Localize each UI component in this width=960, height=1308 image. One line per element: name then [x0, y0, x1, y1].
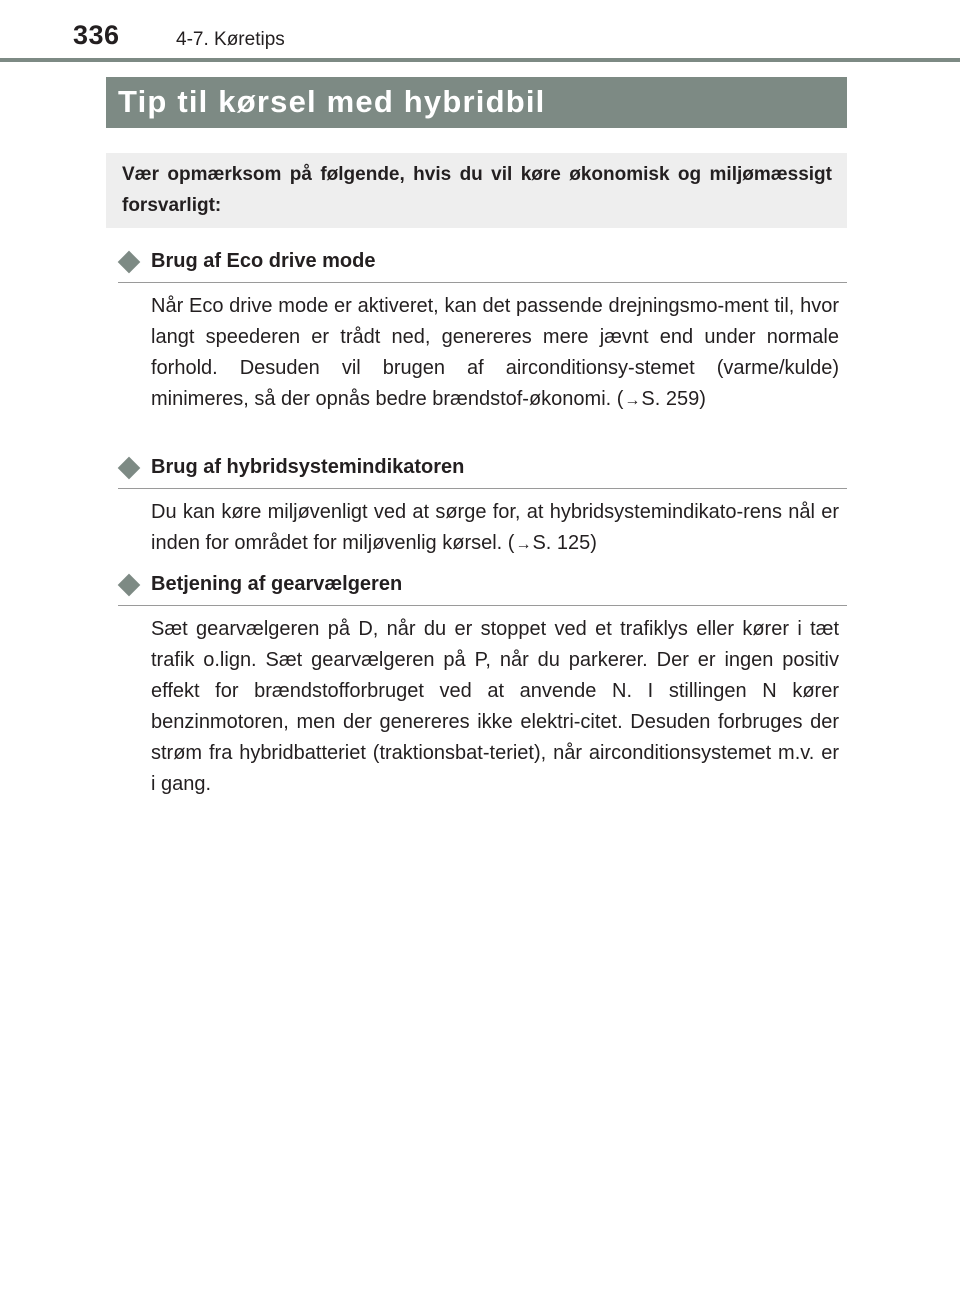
body-text-end: ) — [699, 388, 706, 410]
section-label: 4-7. Køretips — [176, 29, 285, 50]
section-title: Betjening af gearvælgeren — [151, 573, 403, 595]
diamond-bullet-icon — [118, 574, 141, 597]
body-text: Når Eco drive mode er aktiveret, kan det passende drejningsmo-ment til, hvor langt speederen er trådt ned, genereres mere jævnt end under normale forhold. Desuden vil brugen af airconditionsy-stemet (varme/kulde) minimeres, så der opnås bedre brændstof-økonomi. ( — [151, 295, 839, 410]
arrow-icon: → — [515, 536, 532, 553]
page-header — [0, 0, 960, 64]
section-gear-selector — [118, 569, 847, 800]
section-title: Brug af hybridsystemindikatoren — [151, 456, 465, 478]
page-reference-link[interactable]: S. 125 — [532, 532, 591, 554]
page-title: Tip til kørsel med hybridbil — [118, 84, 546, 119]
section-eco-drive — [118, 246, 847, 416]
intro-box — [106, 153, 847, 228]
intro-text: Vær opmærksom på følgende, hvis du vil køre økonomisk og miljømæssigt forsvarligt: — [122, 164, 832, 216]
header-divider — [0, 58, 960, 62]
page-reference-link[interactable]: S. 259 — [641, 388, 700, 410]
section-body — [151, 497, 839, 560]
title-bar — [106, 77, 847, 128]
section-title: Brug af Eco drive mode — [151, 250, 376, 272]
section-body — [151, 291, 839, 416]
page-number: 336 — [73, 20, 120, 50]
section-heading — [118, 246, 847, 283]
body-text-end: ) — [590, 532, 597, 554]
diamond-bullet-icon — [118, 251, 141, 274]
section-heading — [118, 452, 847, 489]
body-text: Du kan køre miljøvenligt ved at sørge for, at hybridsystemindikato-rens nål er inden for området for miljøvenlig kørsel. ( — [151, 501, 839, 554]
section-hybrid-indicator — [118, 452, 847, 560]
section-body: Sæt gearvælgeren på D, når du er stoppet ved et trafiklys eller kører i tæt trafik o.lign. Sæt gearvælgeren på P, når du parkerer. Der er ingen positiv effekt for brændstofforbruget ved at anvende N. I stillingen N kører benzinmotoren, men der genereres ikke elektri-citet. Desuden forbruges der strøm fra hybridbatteriet (traktionsbat-teriet), når airconditionsystemet m.v. er i gang. — [151, 618, 839, 795]
section-heading — [118, 569, 847, 606]
diamond-bullet-icon — [118, 457, 141, 480]
arrow-icon: → — [624, 392, 641, 409]
